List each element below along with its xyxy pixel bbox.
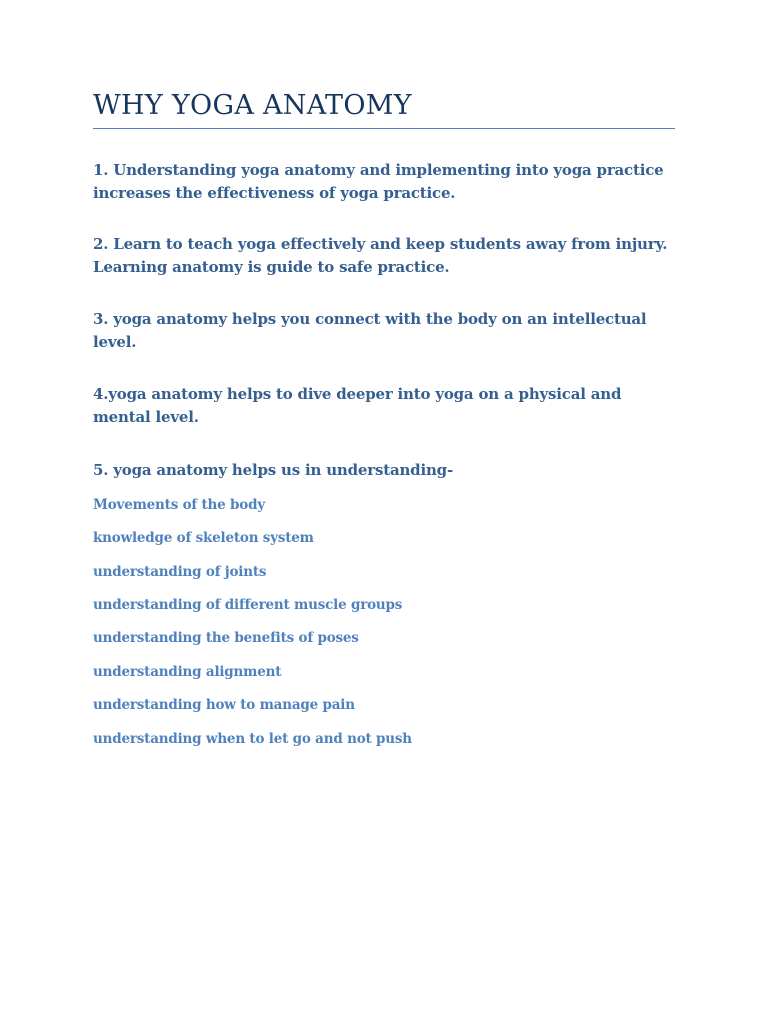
sub-item-pain: understanding how to manage pain xyxy=(93,697,355,713)
sub-item-joints: understanding of joints xyxy=(93,564,267,580)
sub-item-benefits: understanding the benefits of poses xyxy=(93,630,359,646)
point-5: 5. yoga anatomy helps us in understanding- xyxy=(93,461,453,479)
point-4: 4.yoga anatomy helps to dive deeper into yoga on a physical and mental level. xyxy=(93,385,622,426)
sub-item-let-go: understanding when to let go and not push xyxy=(93,731,412,747)
point-3: 3. yoga anatomy helps you connect with the body on an intellectual level. xyxy=(93,310,647,351)
sub-item-movements: Movements of the body xyxy=(93,497,265,513)
document-title: WHY YOGA ANATOMY xyxy=(93,90,412,121)
title-underline xyxy=(93,128,675,129)
sub-item-alignment: understanding alignment xyxy=(93,664,282,680)
point-1: 1. Understanding yoga anatomy and implementing into yoga practice increases the effectiveness of yoga practice. xyxy=(93,161,664,202)
point-2: 2. Learn to teach yoga effectively and keep students away from injury. Learning anatomy is guide to safe practice. xyxy=(93,235,668,276)
sub-item-muscle-groups: understanding of different muscle groups xyxy=(93,597,403,613)
sub-item-skeleton: knowledge of skeleton system xyxy=(93,530,314,546)
